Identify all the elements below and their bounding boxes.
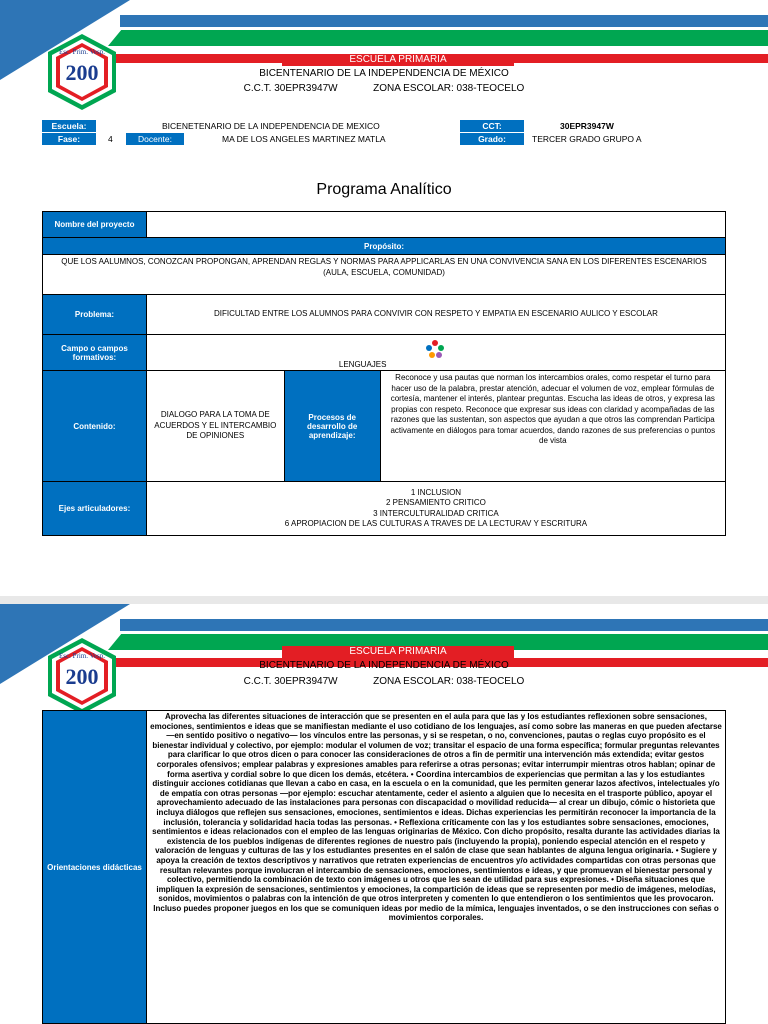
zone-text: ZONA ESCOLAR: 038-TEOCELO — [373, 676, 525, 687]
row-orientaciones — [43, 711, 726, 1024]
row-contenido — [43, 371, 726, 482]
ejes-label: Ejes articuladores: — [43, 482, 147, 536]
nombre-label: Nombre del proyecto — [43, 212, 147, 238]
proposito-label: Propósito: — [43, 238, 726, 255]
procesos-label: Procesos de desarrollo de aprendizaje: — [284, 371, 380, 482]
row-nombre — [43, 212, 726, 238]
logo-caption: Esc. Prim. Vesp. — [59, 652, 105, 660]
campo-label: Campo o campos formativos: — [43, 335, 147, 371]
grado-value: TERCER GRADO GRUPO A — [532, 134, 642, 144]
eje-item: 1 INCLUSION — [410, 487, 462, 497]
school-name: BICENTENARIO DE LA INDEPENDENCIA DE MÉXICO — [259, 660, 509, 671]
cct-zone-line — [0, 676, 768, 687]
cct-label: CCT: — [460, 120, 524, 132]
white-stripe — [100, 46, 768, 54]
blue-stripe — [120, 619, 768, 631]
ejes-list — [146, 482, 725, 536]
zone-text: ZONA ESCOLAR: 038-TEOCELO — [373, 83, 525, 94]
escuela-value: BICENETENARIO DE LA INDEPENDENCIA DE MEXICO — [162, 121, 380, 131]
cct-value: 30EPR3947W — [560, 121, 614, 131]
eje-item: 6 APROPIACION DE LAS CULTURAS A TRAVES DE LA LECTURAV Y ESCRITURA — [284, 519, 588, 528]
analytic-program-table — [42, 211, 726, 536]
orientaciones-label: Orientaciones didácticas — [43, 711, 147, 1024]
escuela-label: Escuela: — [42, 120, 96, 132]
grado-label: Grado: — [460, 133, 524, 145]
cct-text: C.C.T. 30EPR3947W — [243, 676, 338, 687]
procesos-value: Reconoce y usa pautas que norman los intercambios orales, como respetar el turno para hacer uso de la palabra, prestar atención, adecuar el volumen de voz, emplear fórmulas de cortesía, mantener el interés, plantear preguntas. Escucha las ideas de otros, y expresa las propias con respeto. Reconoce que expresar sus ideas con claridad y acompañadas de las razones que las sustentan, son aspectos que ayudan a que otros las comprendan Participa activamente en diálogos para tomar acuerdos, dando razones de sus preferencias o puntos de vista — [380, 371, 725, 482]
green-stripe — [108, 30, 768, 46]
docente-label: Docente: — [126, 133, 184, 145]
logo-number: 200 — [65, 664, 99, 689]
row-campo — [43, 335, 726, 371]
program-title: Programa Analítico — [316, 181, 452, 198]
fase-value: 4 — [108, 134, 113, 144]
nombre-value — [146, 212, 725, 238]
row-proposito-header — [43, 238, 726, 255]
contenido-label: Contenido: — [43, 371, 147, 482]
campo-value: LENGUAJES — [338, 360, 387, 369]
orientaciones-table — [42, 710, 726, 1024]
school-type-banner: ESCUELA PRIMARIA — [282, 54, 514, 66]
campo-cell — [146, 335, 725, 371]
lenguajes-emblem-icon — [422, 337, 448, 361]
problema-value: DIFICULTAD ENTRE LOS ALUMNOS PARA CONVIVIR CON RESPETO Y EMPATIA EN ESCENARIO AULICO Y ESCOLAR — [146, 295, 725, 335]
contenido-value: DIALOGO PARA LA TOMA DE ACUERDOS Y EL INTERCAMBIO DE OPINIONES — [146, 371, 284, 482]
row-ejes — [43, 482, 726, 536]
logo-caption: Esc. Prim. Vesp. — [59, 48, 105, 56]
cct-zone-line — [0, 83, 768, 94]
cct-text: C.C.T. 30EPR3947W — [243, 83, 338, 94]
blue-stripe — [120, 15, 768, 27]
school-type-banner: ESCUELA PRIMARIA — [282, 646, 514, 658]
row-problema — [43, 295, 726, 335]
eje-item: 2 PENSAMIENTO CRITICO — [386, 498, 486, 507]
eje-item: 3 INTERCULTURALIDAD CRITICA — [373, 508, 499, 518]
school-name: BICENTENARIO DE LA INDEPENDENCIA DE MÉXICO — [259, 68, 509, 79]
orientaciones-text: Aprovecha las diferentes situaciones de interacción que se presenten en el aula para que las y los estudiantes reflexionen sobre sensaciones, emociones, sentimientos e ideas que se manifiestan mediante el uso cotidiano de los lenguajes, así como sobre las maneras en que pueden afectarse —en sentido positivo o negativo— los vínculos entre las personas, y si se respetan, o no, convenciones, pautas o reglas cuyo propósito es el bienestar individual y colectivo, por ejemplo: modular el volumen de voz; transitar el espacio de una forma específica; formular preguntas relevantes para clarificar lo que otros dicen o para conocer las consideraciones de otros a fin de permitir una intervención más extendida; evitar gestos corporales ofensivos; emplear palabras y expresiones amables para referirse a otras personas; evitar interrumpir mientras otros hablan; opinar de forma asertiva y cordial sobre lo que dicen los demás, etcétera. • Coordina intercambios de experiencias que permitan a las y los estudiantes distinguir acciones cotidianas que llevan a cabo en casa, en la escuela o en la comunidad, que les permiten generar lazos afectivos, intelectuales y/o de empatía con otras personas —por ejemplo: escuchar atentamente, ceder el asiento a alguien que lo necesita en el trasporte público, apoyar el aprovechamiento adecuado de las instalaciones para personas con discapacidad o movilidad reducida— al crear un dibujo, cómic o historieta que incluya diálogos que reflejen sus sensaciones, emociones, sentimientos e ideas. Dichas experiencias les permitirán reconocer la importancia de la inclusión, tolerancia y solidaridad hacia todas las personas. • Reflexiona críticamente con las y los estudiantes sobre sensaciones, emociones, sentimientos e ideas relacionados con el empleo de las lenguas originarias de México. Con dicho propósito, resalta durante las actividades diarias la existencia de los pueblos indígenas de diferentes regiones de nuestro país (incluyendo la propia), poniendo especial atención en el respeto y valoración de lenguas y culturas de las y los estudiantes presentes en el salón de clase que sean hablantes de alguna lengua originaria. • Sugiere y apoya la creación de textos descriptivos y narrativos que retraten experiencias de encuentros y/o actividades compartidas con otras personas que resultan relevantes porque involucran el intercambio de sensaciones, emociones, sentimientos e ideas, y que promuevan el bienestar personal y colectivo, permitiendo la combinación de texto con imágenes u otros que les sean de utilidad para sus expresiones. • Diseña situaciones que impliquen la expresión de sensaciones, sentimientos y emociones, la compartición de ideas que se representen por medio de imágenes, melodías, sonidos, movimientos o palabras con la intención de que otros interpreten y comenten lo que entendieron o los sentimientos que les provocaron. Incluso puedes proponer juegos en los que se comuniquen ideas por medio de la mímica, lenguajes inventados, o se den instrucciones con señas o movimientos corporales. — [147, 711, 726, 1024]
docente-value: MA DE LOS ANGELES MARTINEZ MATLA — [222, 134, 386, 144]
proposito-value: QUE LOS AALUMNOS, CONOZCAN PROPONGAN, APRENDAN REGLAS Y NORMAS PARA APPLICARLAS EN UNA CONVIVENCIA SANA EN LOS DIFERENTES ESCENARIOS (AULA, ESCUELA, COMUNIDAD) — [43, 255, 726, 295]
fase-label: Fase: — [42, 133, 96, 145]
problema-label: Problema: — [43, 295, 147, 335]
row-proposito — [43, 255, 726, 295]
logo-number: 200 — [65, 60, 99, 85]
page-separator — [0, 596, 768, 604]
